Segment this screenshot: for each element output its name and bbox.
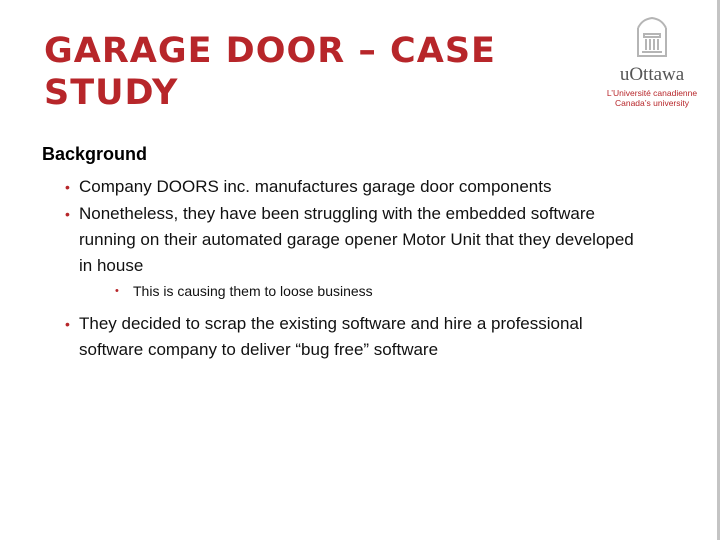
- bullet-dot: •: [65, 316, 70, 332]
- section-heading: Background: [42, 144, 148, 164]
- bullet-dot: •: [65, 179, 70, 195]
- logo-tagline: [604, 88, 700, 108]
- logo-wordmark: uOttawa: [619, 64, 685, 85]
- slide-title: [44, 30, 544, 114]
- bullet-item: [42, 201, 642, 279]
- sub-bullet-text: This is causing them to loose business: [133, 283, 373, 299]
- bullet-text: Nonetheless, they have been struggling with the embedded software running on their automated garage opener Motor Unit that they developed in house: [79, 204, 634, 275]
- slide-title-line: GARAGE DOOR – CASE: [44, 31, 496, 71]
- bullet-dot: •: [65, 206, 70, 222]
- sub-bullet-item: [42, 280, 642, 303]
- bullet-item: [42, 174, 642, 200]
- slide-title-line: STUDY: [44, 73, 179, 113]
- bullet-item: [42, 311, 642, 363]
- slide-content: [42, 142, 642, 364]
- sub-bullet-dot: •: [115, 285, 119, 297]
- logo-tagline-line: L’Université canadienne: [606, 88, 698, 98]
- bullet-text: They decided to scrap the existing software and hire a professional software company to deliver “bug free” software: [79, 314, 583, 359]
- logo-tagline-line: Canada’s university: [614, 98, 690, 108]
- university-building-icon: [629, 14, 675, 58]
- uottawa-logo: [604, 14, 700, 110]
- bullet-text: Company DOORS inc. manufactures garage door components: [79, 177, 552, 196]
